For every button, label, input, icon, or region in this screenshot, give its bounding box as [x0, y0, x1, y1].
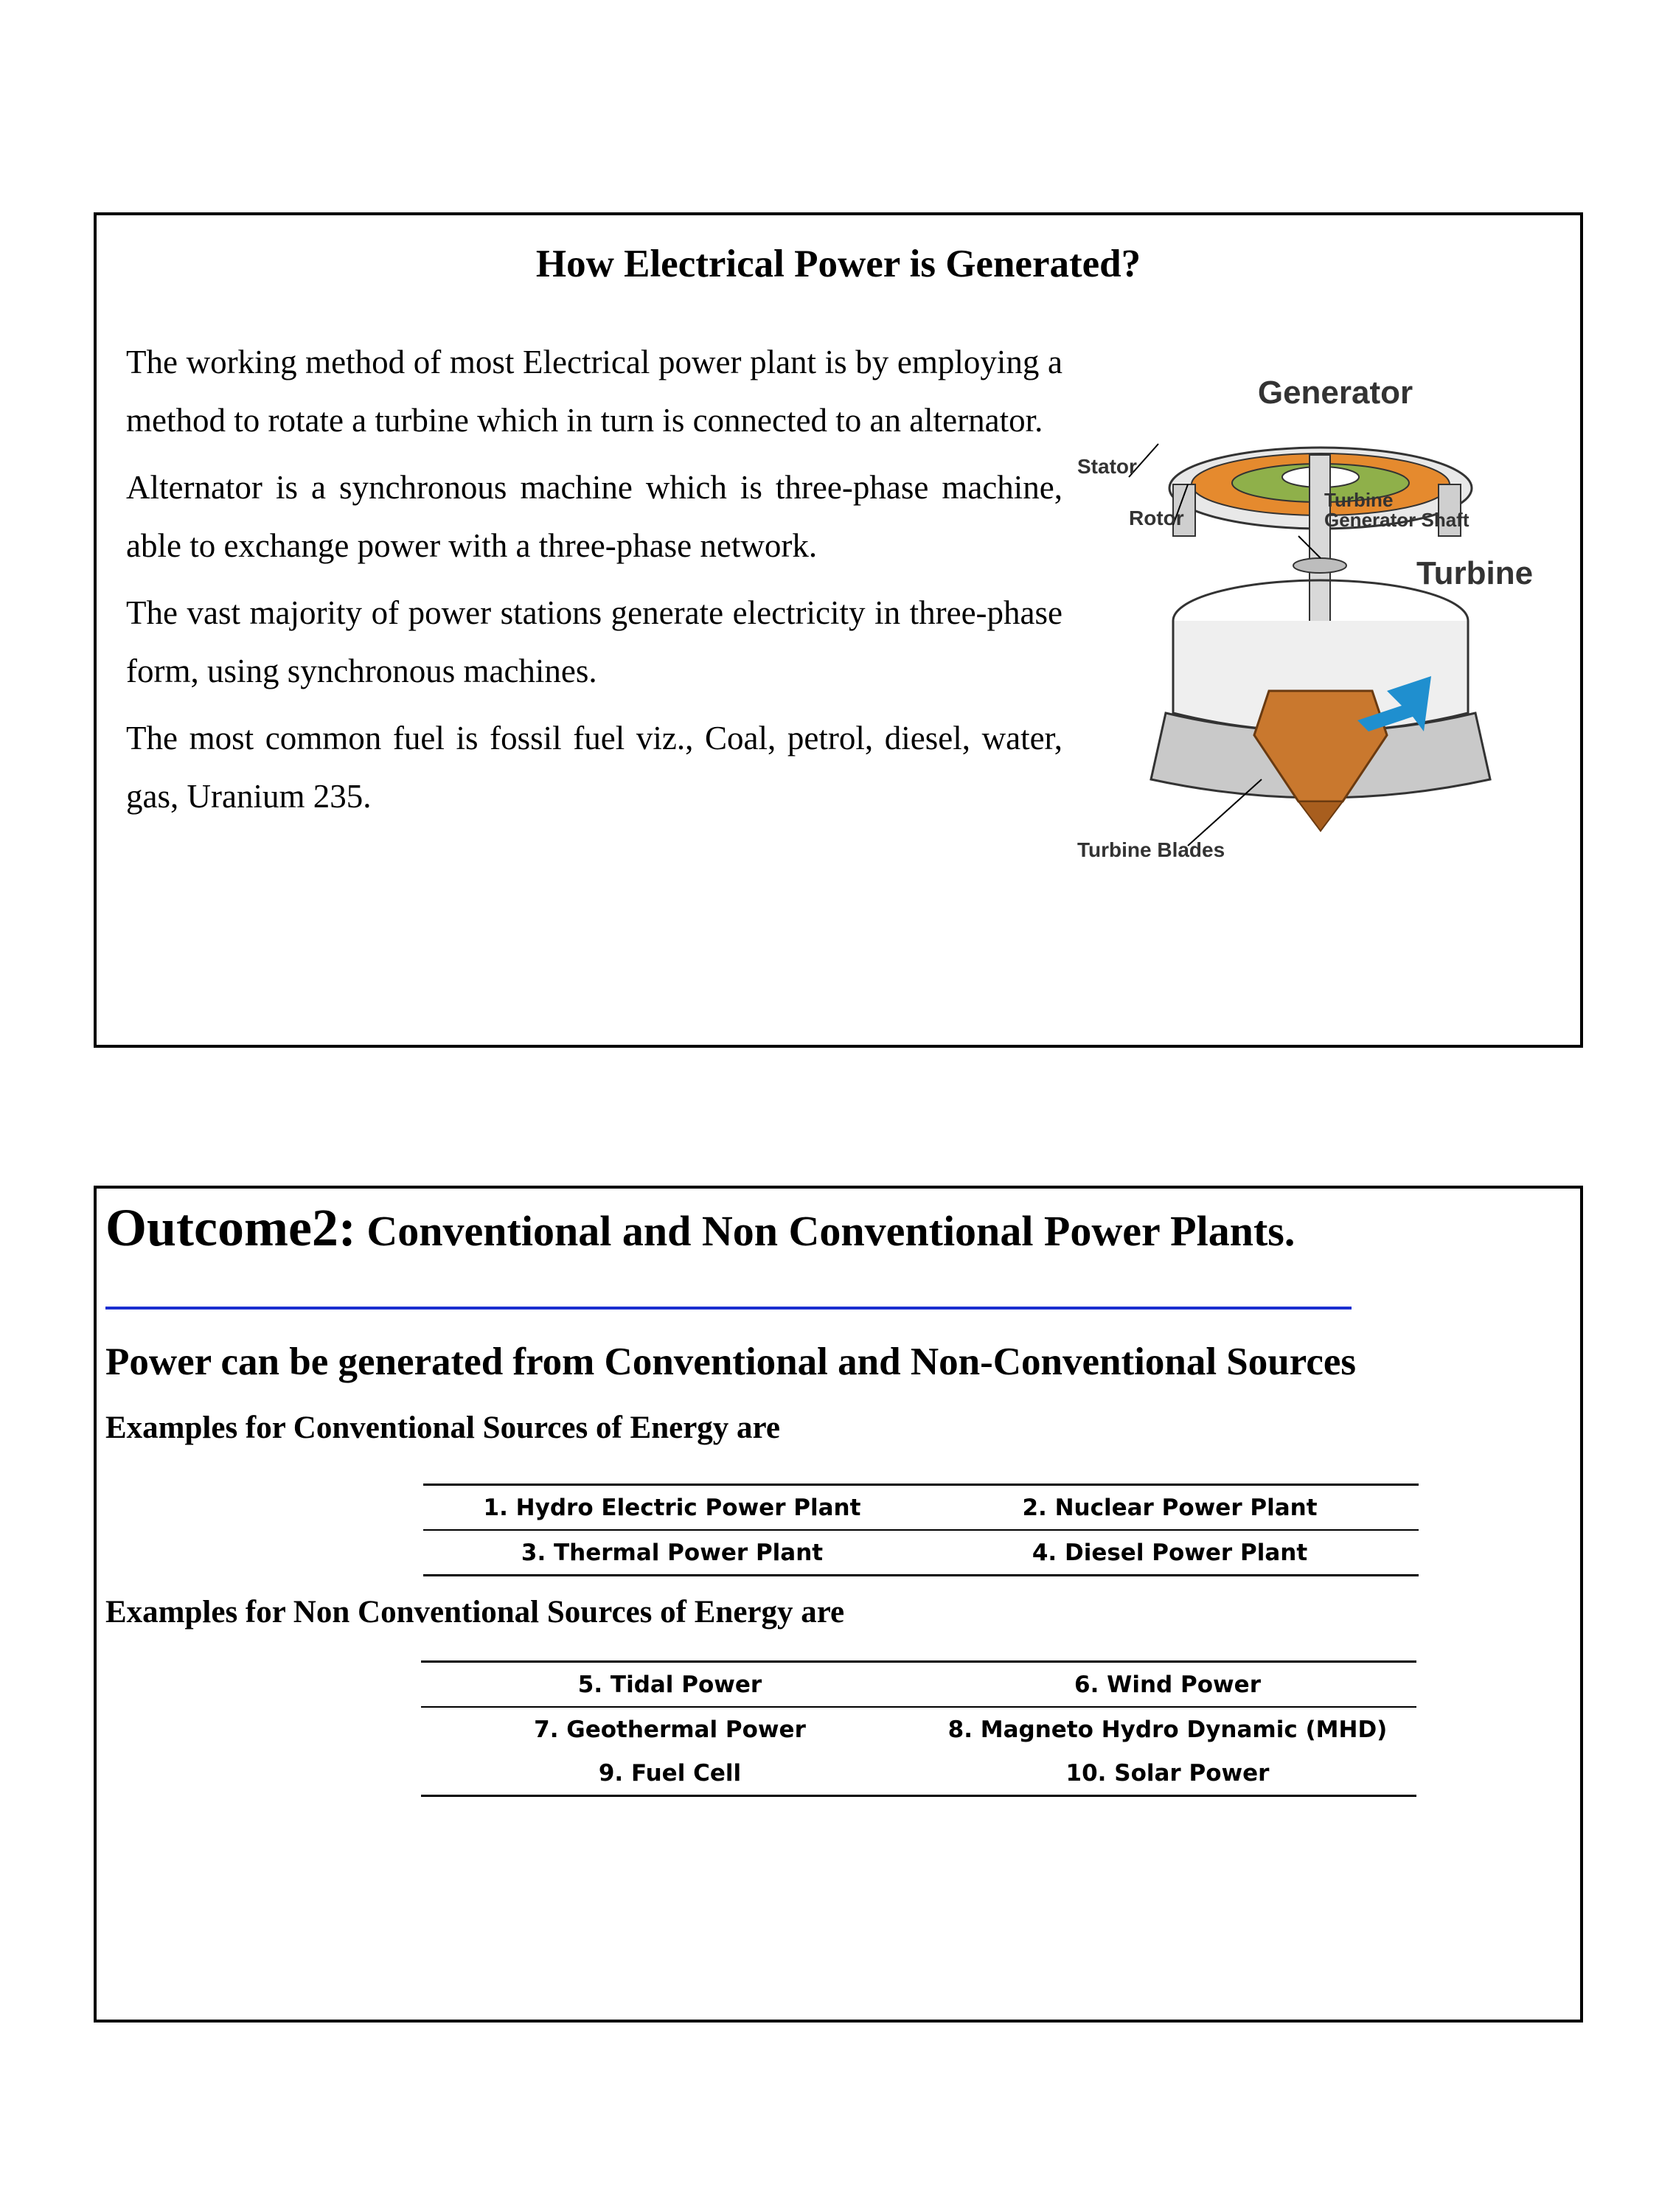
turbine-runner-tip	[1298, 801, 1343, 831]
table-row	[421, 1707, 1416, 1751]
table-cell: 8. Magneto Hydro Dynamic (MHD)	[919, 1707, 1416, 1751]
label-generator: Generator	[1257, 375, 1413, 411]
table-cell: 9. Fuel Cell	[598, 1759, 742, 1787]
outcome-label: Outcome2:	[105, 1198, 356, 1257]
conventional-table	[423, 1484, 1419, 1576]
table-row	[421, 1751, 1416, 1796]
paragraph-1: The working method of most Electrical power plant is by employing a method to rotate a turbine which in turn is connected to an alternator.	[126, 344, 1062, 439]
table-cell: 7. Geothermal Power	[421, 1707, 919, 1751]
label-rotor: Rotor	[1129, 507, 1184, 529]
label-shaft-line2: Generator Shaft	[1324, 509, 1470, 531]
table-row	[423, 1530, 1419, 1576]
nonconventional-table	[421, 1660, 1416, 1797]
slide-title: How Electrical Power is Generated?	[535, 243, 1141, 285]
turbine-generator-diagram	[1077, 366, 1557, 1104]
label-stator: Stator	[1077, 455, 1137, 478]
table-cell: 5. Tidal Power	[577, 1671, 762, 1698]
table-cell: 10. Solar Power	[1065, 1759, 1270, 1787]
table-row	[423, 1485, 1419, 1531]
slide-outcome2	[94, 1186, 1583, 2023]
blue-divider	[105, 1307, 1352, 1310]
diagram-svg	[1077, 366, 1557, 883]
conventional-heading: Examples for Conventional Sources of Energy are	[105, 1411, 780, 1445]
table-row	[421, 1662, 1416, 1708]
outcome-title-text: Conventional and Non Conventional Power Plants.	[355, 1207, 1295, 1255]
table-cell: 1. Hydro Electric Power Plant	[483, 1494, 861, 1521]
slide-generation	[94, 212, 1583, 1048]
paragraph-3: The vast majority of power stations generate electricity in three-phase form, using synchronous machines.	[126, 594, 1062, 689]
table-cell: 4. Diesel Power Plant	[921, 1530, 1419, 1576]
table-cell: 3. Thermal Power Plant	[423, 1530, 921, 1576]
table-cell: 6. Wind Power	[1074, 1671, 1261, 1698]
paragraph-2: Alternator is a synchronous machine which is three-phase machine, able to exchange power with a three-phase network.	[126, 469, 1062, 564]
sources-heading: Power can be generated from Conventional and Non-Conventional Sources	[105, 1340, 1356, 1383]
paragraph-4: The most common fuel is fossil fuel viz., Coal, petrol, diesel, water, gas, Uranium 235.	[126, 720, 1062, 815]
nonconventional-heading: Examples for Non Conventional Sources of Energy are	[105, 1595, 845, 1630]
label-turbine-blades: Turbine Blades	[1077, 838, 1225, 861]
label-shaft-line1: Turbine	[1324, 489, 1394, 511]
shaft-collar	[1293, 558, 1346, 573]
table-cell: 2. Nuclear Power Plant	[1022, 1494, 1318, 1521]
body-text	[126, 333, 1062, 835]
outcome-title	[105, 1197, 1295, 1259]
label-turbine: Turbine	[1416, 555, 1534, 591]
